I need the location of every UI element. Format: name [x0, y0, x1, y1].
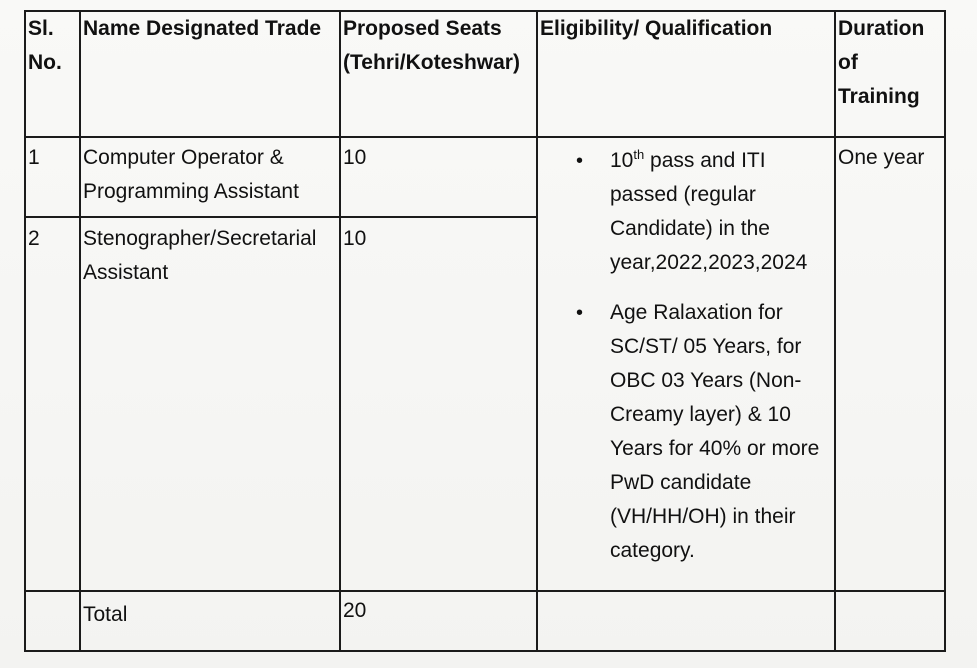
cell-sl-2: 2 [25, 217, 80, 591]
header-trade: Name Designated Trade [80, 11, 340, 137]
table-header-row [25, 11, 945, 137]
header-sl-no: Sl. No. [25, 11, 80, 137]
cell-eligibility [537, 137, 835, 591]
cell-trade-1: Computer Operator & Programming Assistant [80, 137, 340, 217]
cell-total-sl [25, 591, 80, 651]
eligibility-item-age-relaxation: • Age Ralaxation for SC/ST/ 05 Years, for OBC 03 Years (Non-Creamy layer) & 10 Years for 40% or more PwD candidate (VH/HH/OH) in their category. [610, 296, 830, 568]
total-row [25, 591, 945, 651]
eligibility-list [538, 144, 830, 568]
cell-total-seats: 20 [340, 591, 537, 651]
cell-total-label: Total [80, 591, 340, 651]
cell-total-eligibility [537, 591, 835, 651]
cell-sl-1: 1 [25, 137, 80, 217]
header-eligibility: Eligibility/ Qualification [537, 11, 835, 137]
cell-seats-1: 10 [340, 137, 537, 217]
table-row [25, 137, 945, 217]
cell-duration: One year [835, 137, 945, 591]
cell-total-duration [835, 591, 945, 651]
header-duration: Duration of Training [835, 11, 945, 137]
trade-seats-table [24, 10, 946, 652]
cell-seats-2: 10 [340, 217, 537, 591]
eligibility-item-qualification: • 10th pass and ITI passed (regular Candidate) in the year,2022,2023,2024 [610, 144, 830, 280]
header-seats: Proposed Seats (Tehri/Koteshwar) [340, 11, 537, 137]
cell-trade-2: Stenographer/Secretarial Assistant [80, 217, 340, 591]
